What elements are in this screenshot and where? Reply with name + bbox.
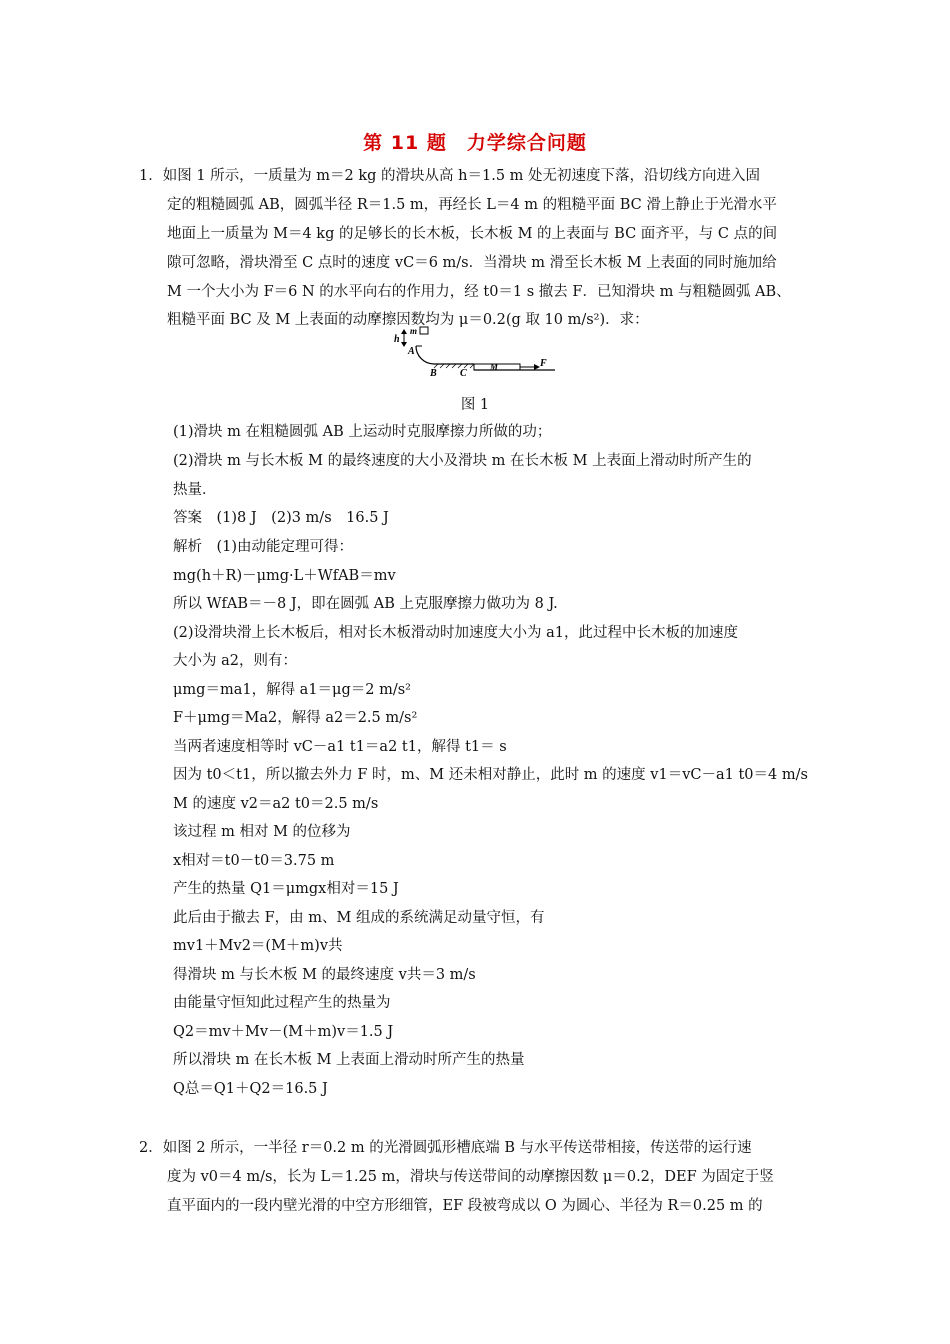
q1-line-6: 粗糙平面 BC 及 M 上表面的动摩擦因数均为 μ＝0.2(g 取 10 m/s²)．求： [167, 312, 649, 328]
label-C: C [460, 368, 467, 376]
q1-line-5: M 一个大小为 F＝6 N 的水平向右的作用力，经 t0＝1 s 撤去 F．已知滑块 m 与粗糙圆弧 AB、 [167, 284, 791, 300]
height-arrow-head-top [401, 329, 407, 334]
solution-line: 大小为 a2，则有： [173, 653, 297, 669]
solution-line: (2)滑块 m 与长木板 M 的最终速度的大小及滑块 m 在长木板 M 上表面上滑动时所产生的 [173, 453, 752, 469]
q2-line-3: 直平面内的一段内壁光滑的中空方形细管，EF 段被弯成以 O 为圆心、半径为 R＝0.25 m 的 [167, 1198, 763, 1214]
arc-ab [416, 346, 434, 364]
label-A: A [408, 346, 415, 357]
equation-line: Q总＝Q1＋Q2＝16.5 J [173, 1081, 328, 1097]
figure-1-caption: 图 1 [460, 397, 490, 413]
solution-line: 得滑块 m 与长木板 M 的最终速度 v共＝3 m/s [173, 967, 476, 983]
figure-1-diagram [390, 326, 560, 376]
label-F: F [540, 358, 547, 369]
solution-line: 所以 WfAB＝－8 J，即在圆弧 AB 上克服摩擦力做功为 8 J. [173, 596, 558, 612]
solution-line: (1)滑块 m 在粗糙圆弧 AB 上运动时克服摩擦力所做的功； [173, 424, 552, 440]
equation-line: x相对＝t0－t0＝3.75 m [173, 853, 335, 869]
q1-line-4: 隙可忽略，滑块滑至 C 点时的速度 vC＝6 m/s．当滑块 m 滑至长木板 M 上表面的同时施加给 [167, 255, 777, 271]
solution-line: 因为 t0＜t1，所以撤去外力 F 时，m、M 还未相对静止，此时 m 的速度 v1＝vC－a1 t0＝4 m/s [173, 767, 808, 783]
equation-line: mv1＋Mv2＝(M＋m)v共 [173, 938, 343, 954]
label-B: B [430, 368, 437, 376]
solution-line: 所以滑块 m 在长木板 M 上表面上滑动时所产生的热量 [173, 1052, 525, 1068]
q1-line-2: 定的粗糙圆弧 AB，圆弧半径 R＝1.5 m，再经长 L＝4 m 的粗糙平面 BC 滑上静止于光滑水平 [167, 197, 777, 213]
solution-line: 热量． [173, 482, 217, 498]
answer-line: 答案 (1)8 J (2)3 m/s 16.5 J [173, 510, 389, 526]
solution-line: 由能量守恒知此过程产生的热量为 [173, 995, 391, 1011]
analysis-line: 解析 (1)由动能定理可得： [173, 539, 354, 555]
label-h: h [394, 334, 400, 345]
q2-line-2: 度为 v0＝4 m/s，长为 L＝1.25 m，滑块与传送带间的动摩擦因数 μ＝0.2，DEF 为固定于竖 [167, 1169, 774, 1185]
q2-line-1: 2．如图 2 所示，一半径 r＝0.2 m 的光滑圆弧形槽底端 B 与水平传送带相接，传送带的运行速 [139, 1140, 752, 1156]
q1-line-1: 1．如图 1 所示，一质量为 m＝2 kg 的滑块从高 h＝1.5 m 处无初速度下落，沿切线方向进入固 [139, 168, 761, 184]
solution-line: (2)设滑块滑上长木板后，相对长木板滑动时加速度大小为 a1，此过程中长木板的加速度 [173, 625, 739, 641]
equation-line: mg(h＋R)－μmg·L＋WfAB＝mv [173, 568, 396, 584]
solution-line: 该过程 m 相对 M 的位移为 [173, 824, 351, 840]
equation-line: M 的速度 v2＝a2 t0＝2.5 m/s [173, 796, 379, 812]
label-M: M [490, 362, 499, 372]
ground-hatching [434, 364, 474, 368]
equation-line: 产生的热量 Q1＝μmgx相对＝15 J [173, 881, 399, 897]
solution-line: 此后由于撤去 F，由 m、M 组成的系统满足动量守恒，有 [173, 910, 545, 926]
slider-block [420, 327, 428, 334]
height-arrow-head-bottom [401, 342, 407, 347]
equation-line: μmg＝ma1，解得 a1＝μg＝2 m/s² [173, 682, 411, 698]
equation-line: F＋μmg＝Ma2，解得 a2＝2.5 m/s² [173, 710, 418, 726]
equation-line: Q2＝mv＋Mv－(M＋m)v＝1.5 J [173, 1024, 394, 1040]
solution-line: 当两者速度相等时 vC－a1 t1＝a2 t1，解得 t1＝ s [173, 739, 507, 755]
label-m: m [410, 326, 418, 336]
q1-line-3: 地面上一质量为 M＝4 kg 的足够长的长木板，长木板 M 的上表面与 BC 面齐平，与 C 点的间 [167, 226, 778, 242]
page-title: 第 11 题 力学综合问题 [363, 132, 587, 154]
